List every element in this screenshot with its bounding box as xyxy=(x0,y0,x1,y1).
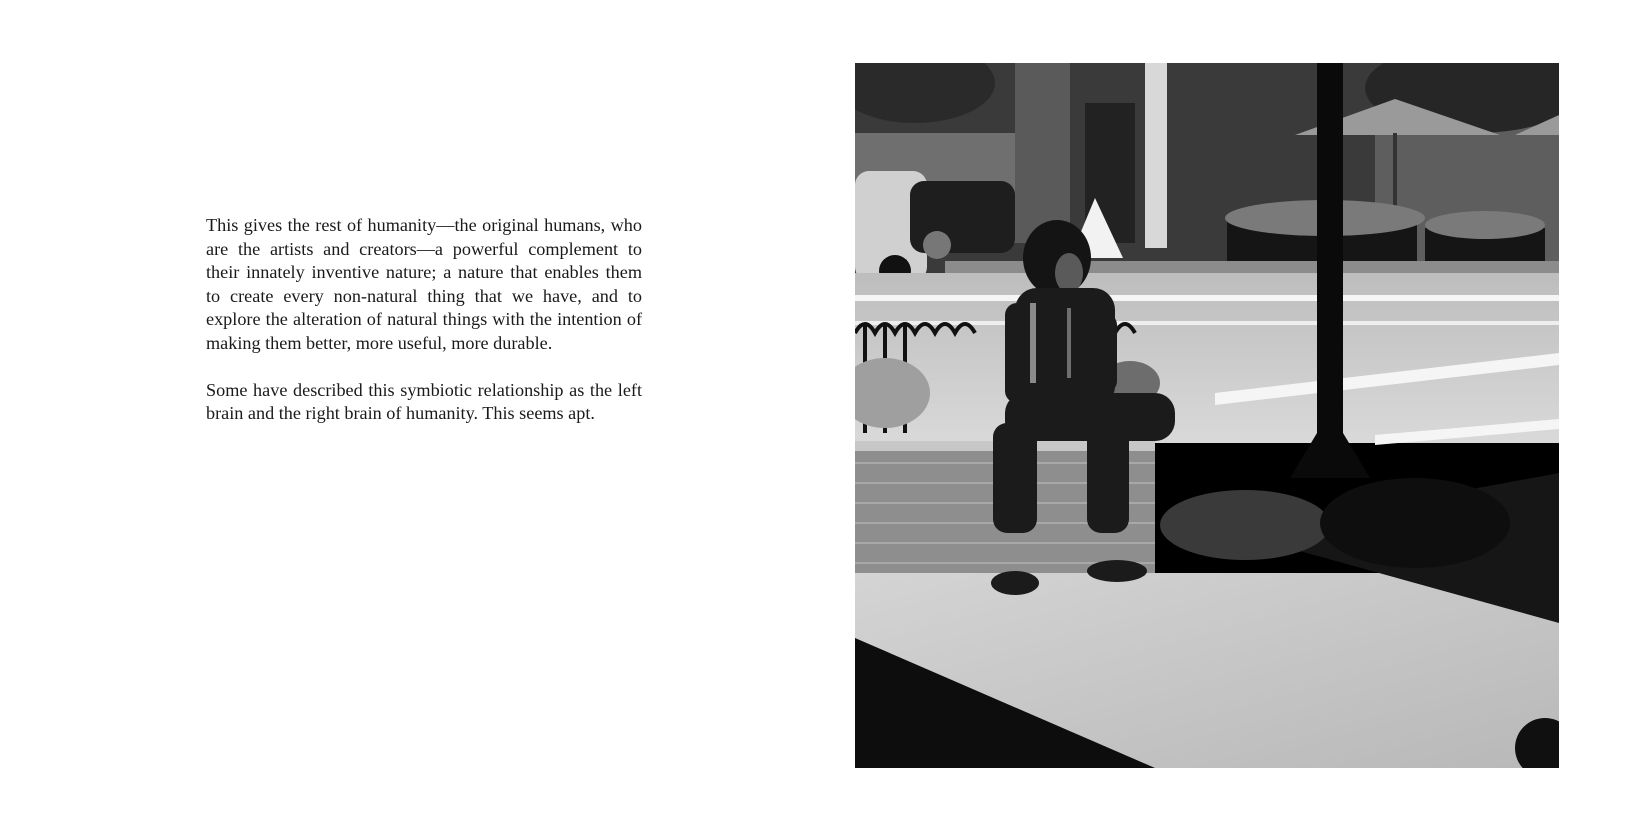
right-leg xyxy=(1087,423,1129,533)
lamp-post xyxy=(1317,63,1343,453)
right-boot xyxy=(1087,560,1147,582)
duffel-bag xyxy=(1160,490,1330,560)
street-photograph xyxy=(855,63,1559,768)
black-bag xyxy=(1320,478,1510,568)
road-stripe xyxy=(855,295,1559,301)
jacket-highlight xyxy=(1030,303,1036,383)
body-text xyxy=(206,214,642,449)
jacket-highlight xyxy=(1067,308,1071,378)
paragraph: Some have described this symbiotic relationship as the left brain and the right brain of humanity. This seems apt. xyxy=(206,379,642,424)
planter-flowers xyxy=(1425,211,1545,239)
left-boot xyxy=(991,571,1039,595)
brick-building xyxy=(1015,63,1070,243)
face xyxy=(1055,253,1083,293)
left-leg xyxy=(993,423,1037,533)
right-arm xyxy=(1087,313,1117,393)
paragraph: This gives the rest of humanity—the original humans, who are the artists and creators—a powerful complement to their innately inventive nature; a nature that enables them to create every non-natural thing that we have, and to explore the alteration of natural things with the intention of making them better, more useful, more durable. xyxy=(206,215,642,353)
column xyxy=(1145,63,1167,248)
car-wheel xyxy=(923,231,951,259)
photo-illustration xyxy=(855,63,1559,768)
hood xyxy=(1023,220,1091,296)
